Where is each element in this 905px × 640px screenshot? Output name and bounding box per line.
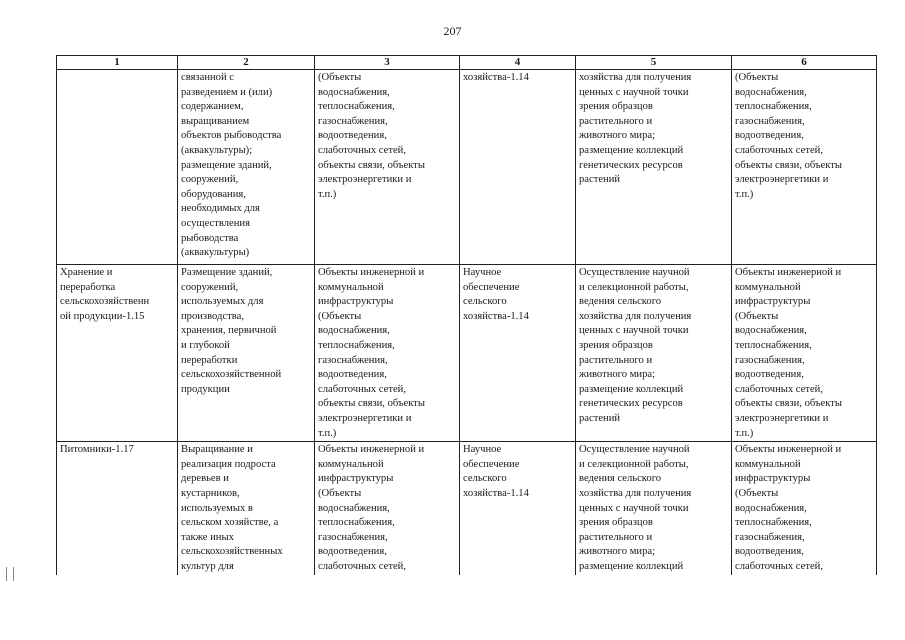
column-header: 4 bbox=[460, 56, 576, 70]
table-cell: хозяйства-1.14 bbox=[460, 70, 576, 265]
table-row bbox=[57, 442, 877, 576]
table-cell: Осуществление научной и селекционной работы, ведения сельского хозяйства для получения ценных с научной точки зрения образцов растительного и животного мира; размещение коллекций генетических ресурсов растений bbox=[576, 265, 732, 442]
table-cell: Питомники-1.17 bbox=[57, 442, 178, 576]
table-cell bbox=[57, 70, 178, 265]
table-cell: (Объекты водоснабжения, теплоснабжения, газоснабжения, водоотведения, слаботочных сетей, объекты связи, объекты электроэнергетики и т.п.) bbox=[732, 70, 877, 265]
table-cell: Хранение и переработка сельскохозяйственн ой продукции-1.15 bbox=[57, 265, 178, 442]
binding-margin-mark bbox=[6, 567, 14, 581]
table-cell: Выращивание и реализация подроста деревьев и кустарников, используемых в сельском хозяйстве, а также иных сельскохозяйственных культур для bbox=[178, 442, 315, 576]
table-cell: Объекты инженерной и коммунальной инфраструктуры (Объекты водоснабжения, теплоснабжения, газоснабжения, водоотведения, слаботочных сетей, bbox=[315, 442, 460, 576]
table-cell: (Объекты водоснабжения, теплоснабжения, газоснабжения, водоотведения, слаботочных сетей, объекты связи, объекты электроэнергетики и т.п.) bbox=[315, 70, 460, 265]
column-header: 6 bbox=[732, 56, 877, 70]
table-row bbox=[57, 265, 877, 442]
column-header: 5 bbox=[576, 56, 732, 70]
table-row bbox=[57, 70, 877, 265]
table-cell: Осуществление научной и селекционной работы, ведения сельского хозяйства для получения ценных с научной точки зрения образцов растительного и животного мира; размещение коллекций bbox=[576, 442, 732, 576]
table-cell: Объекты инженерной и коммунальной инфраструктуры (Объекты водоснабжения, теплоснабжения, газоснабжения, водоотведения, слаботочных сетей, объекты связи, объекты электроэнергетики и т.п.) bbox=[315, 265, 460, 442]
land-use-table bbox=[56, 55, 877, 575]
table-cell: Научное обеспечение сельского хозяйства-1.14 bbox=[460, 265, 576, 442]
table-cell: хозяйства для получения ценных с научной точки зрения образцов растительного и животного мира; размещение коллекций генетических ресурсов растений bbox=[576, 70, 732, 265]
column-header: 1 bbox=[57, 56, 178, 70]
column-header: 2 bbox=[178, 56, 315, 70]
table-cell: Объекты инженерной и коммунальной инфраструктуры (Объекты водоснабжения, теплоснабжения, газоснабжения, водоотведения, слаботочных сетей, объекты связи, объекты электроэнергетики и т.п.) bbox=[732, 265, 877, 442]
table-header-row bbox=[57, 56, 877, 70]
table-cell: Размещение зданий, сооружений, используемых для производства, хранения, первичной и глубокой переработки сельскохозяйственной продукции bbox=[178, 265, 315, 442]
page-number: 207 bbox=[443, 24, 462, 38]
table-cell: связанной с разведением и (или) содержанием, выращиванием объектов рыбоводства (аквакультуры); размещение зданий, сооружений, оборудования, необходимых для осуществления рыбоводства (аквакультуры) bbox=[178, 70, 315, 265]
table-cell: Научное обеспечение сельского хозяйства-1.14 bbox=[460, 442, 576, 576]
column-header: 3 bbox=[315, 56, 460, 70]
table-cell: Объекты инженерной и коммунальной инфраструктуры (Объекты водоснабжения, теплоснабжения, газоснабжения, водоотведения, слаботочных сетей, bbox=[732, 442, 877, 576]
